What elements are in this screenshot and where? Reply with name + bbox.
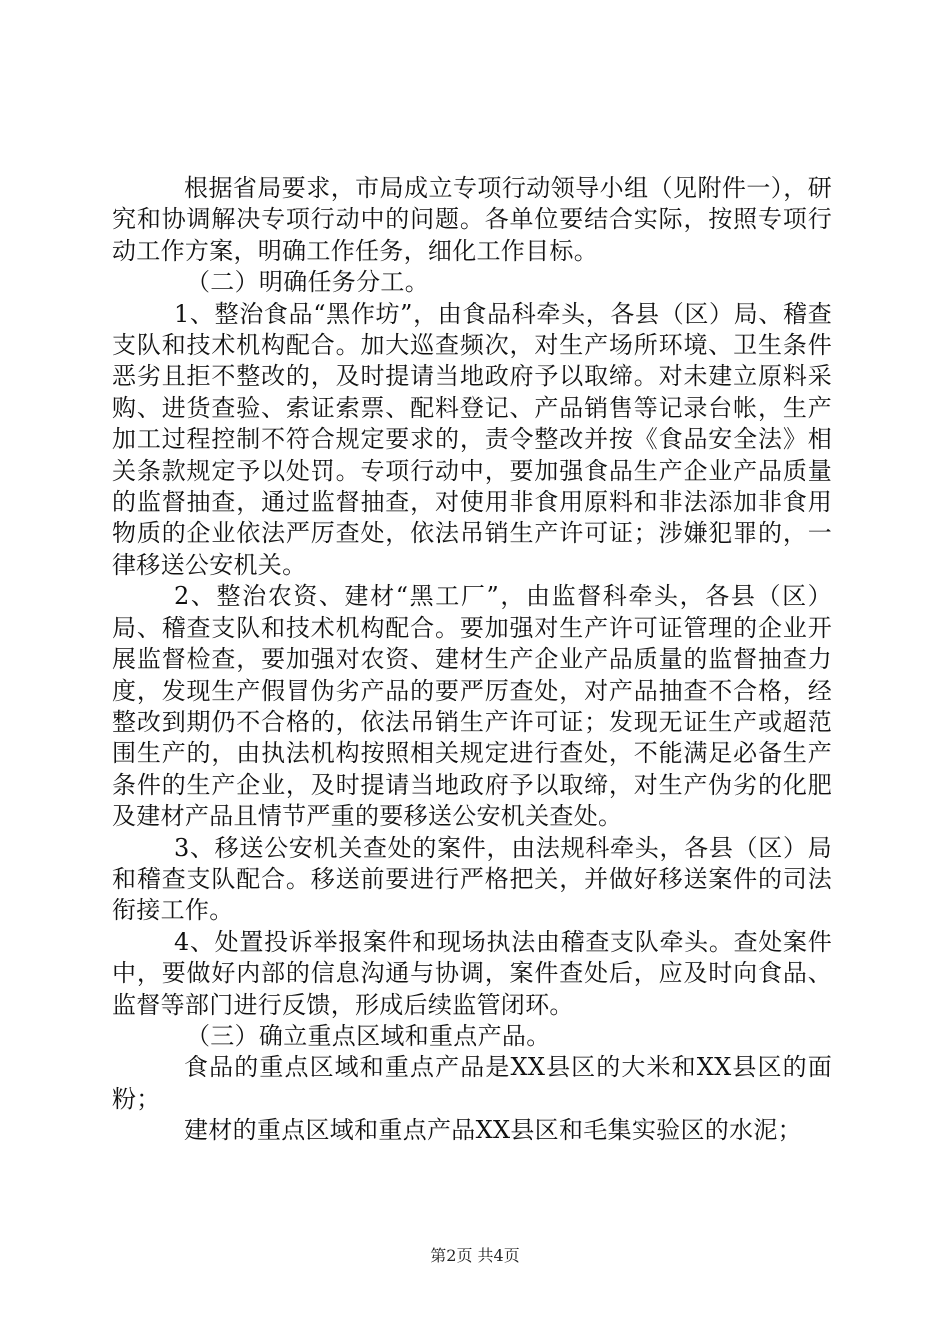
document-body — [112, 173, 832, 1147]
paragraph-leadership-group: 根据省局要求，市局成立专项行动领导小组（见附件一），研究和协调解决专项行动中的问题。各单位要结合实际，按照专项行动工作方案，明确工作任务，细化工作目标。 — [112, 174, 832, 265]
page-footer — [0, 1246, 950, 1266]
paragraph-materials-key-areas: 建材的重点区域和重点产品XX县区和毛集实验区的水泥； — [184, 1116, 802, 1145]
heading-task-division: （二）明确任务分工。 — [186, 268, 429, 297]
paragraph-item-3-police: 3、移送公安机关查处的案件，由法规科牵头，各县（区）局和稽查支队配合。移送前要进行严格把关，并做好移送案件的司法衔接工作。 — [112, 833, 832, 925]
paragraph-item-2-materials: 2、整治农资、建材“黑工厂”，由监督科牵头，各县（区）局、稽查支队和技术机构配合。要加强对生产许可证管理的企业开展监督检查，要加强对农资、建材生产企业产品质量的监督抽查力度，发现生产假冒伪劣产品的要严厉查处，对产品抽查不合格，经整改到期仍不合格的，依法吊销生产许可证；发现无证生产或超范围生产的，由执法机构按照相关规定进行查处，不能满足必备生产条件的生产企业，及时提请当地政府予以取缔，对生产伪劣的化肥及建材产品且情节严重的要移送公安机关查处。 — [112, 582, 832, 831]
page-number-label: 第2页 共4页 — [430, 1246, 520, 1265]
paragraph-item-1-food: 1、整治食品“黑作坊”，由食品科牵头，各县（区）局、稽查支队和技术机构配合。加大巡查频次，对生产场所环境、卫生条件恶劣且拒不整改的，及时提请当地政府予以取缔。对未建立原料采购、进货查验、索证索票、配料登记、产品销售等记录台帐，生产加工过程控制不符合规定要求的，责令整改并按《食品安全法》相关条款规定予以处罚。专项行动中，要加强食品生产企业产品质量的监督抽查，通过监督抽查，对使用非食用原料和非法添加非食用物质的企业依法严厉查处，依法吊销生产许可证；涉嫌犯罪的，一律移送公安机关。 — [112, 299, 832, 579]
paragraph-food-key-areas: 食品的重点区域和重点产品是XX县区的大米和XX县区的面粉； — [112, 1053, 832, 1113]
heading-key-areas: （三）确立重点区域和重点产品。 — [186, 1021, 551, 1050]
paragraph-item-4-complaints: 4、处置投诉举报案件和现场执法由稽查支队牵头。查处案件中，要做好内部的信息沟通与协调，案件查处后，应及时向食品、监督等部门进行反馈，形成后续监管闭环。 — [112, 927, 832, 1019]
